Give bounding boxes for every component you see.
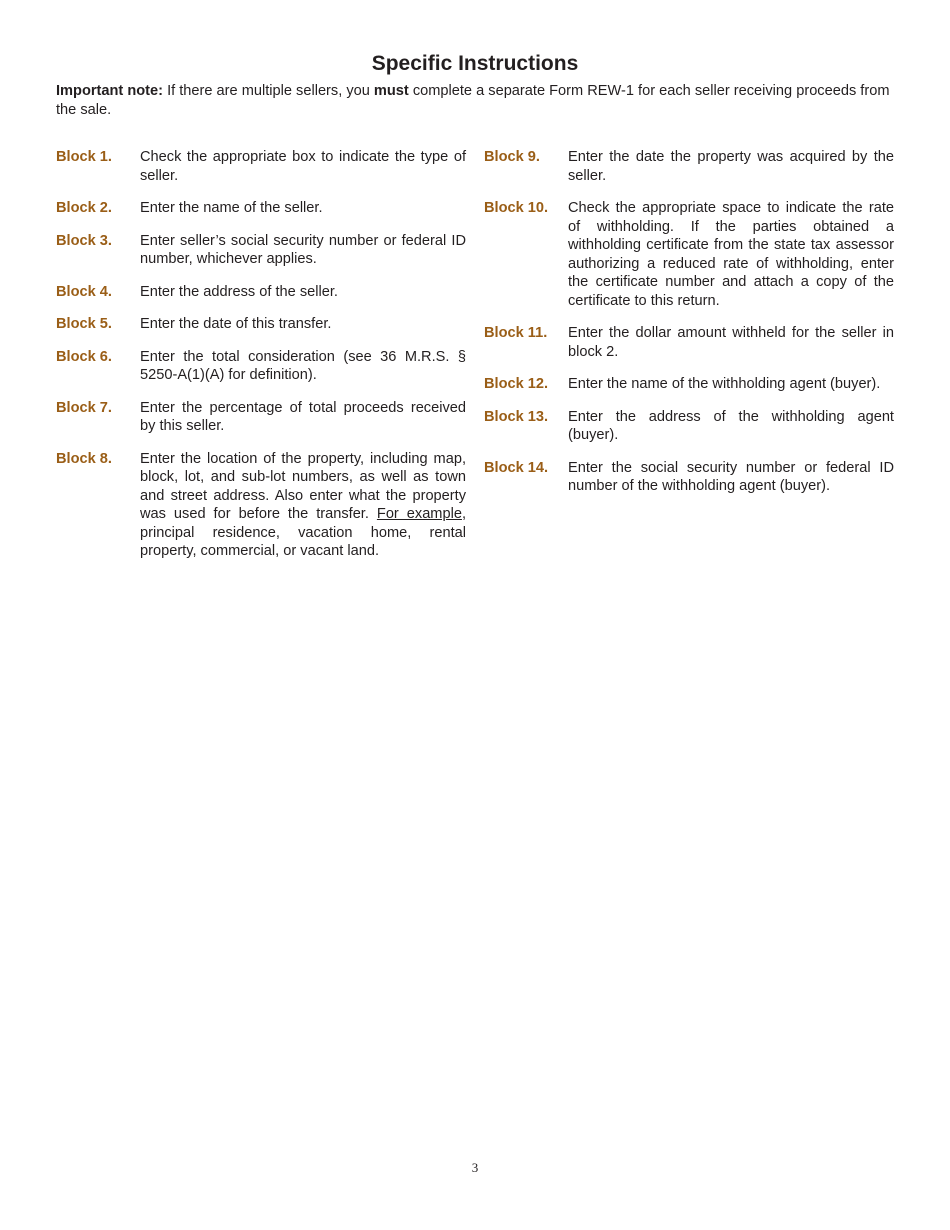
block-6-instruction — [56, 348, 466, 385]
block-text: Enter the date the property was acquired by the seller. — [568, 149, 894, 184]
block-label: Block 5. — [56, 316, 112, 332]
block-10-instruction — [484, 199, 894, 310]
block-text: Enter the percentage of total proceeds received by this seller. — [140, 399, 466, 434]
block-text: Enter the social security number or federal ID number of the withholding agent (buyer). — [568, 459, 894, 494]
block-label: Block 10. — [484, 200, 549, 216]
block-label: Block 7. — [56, 399, 112, 416]
block-12-instruction — [484, 375, 894, 394]
block-8-instruction — [56, 450, 466, 561]
block-label: Block 2. — [56, 200, 112, 216]
block-text: Check the appropriate box to indicate the type of seller. — [140, 149, 466, 184]
block-text: Enter the name of the withholding agent (buyer). — [568, 376, 881, 392]
page-number: 3 — [471, 1160, 479, 1175]
block-11-instruction — [484, 324, 894, 361]
important-note-label: Important note: — [56, 83, 164, 99]
block-7-instruction — [56, 399, 466, 436]
block-label: Block 6. — [56, 348, 112, 365]
block-3-instruction — [56, 232, 466, 269]
block-label: Block 12. — [484, 376, 549, 392]
block-label: Block 4. — [56, 283, 112, 300]
block-text: Enter seller’s social security number or federal ID number, whichever applies. — [140, 232, 466, 267]
block-label: Block 3. — [56, 232, 112, 249]
block-9-instruction — [484, 148, 894, 185]
important-note — [56, 82, 896, 120]
for-example-underlined: For example — [376, 506, 462, 522]
block-label: Block 11. — [484, 325, 548, 341]
block-text: Enter the total consideration (see 36 M.R.S. § 5250-A(1)(A) for definition). — [140, 348, 466, 383]
block-text: Enter the name of the seller. — [140, 200, 323, 216]
block-label: Block 9. — [484, 149, 540, 165]
right-column — [484, 148, 894, 510]
block-label: Block 14. — [484, 459, 549, 476]
block-text: Enter the date of this transfer. — [140, 316, 332, 332]
block-text: Check the appropriate space to indicate the rate of withholding. If the parties obtained a withholding certificate from the state tax assessor authorizing a reduced rate of withholding, enter the certificate number and attach a copy of the certificate to this return. — [568, 200, 894, 309]
block-text: Enter the address of the seller. — [140, 283, 338, 300]
block-label: Block 13. — [484, 408, 549, 425]
page-title: Specific Instructions — [371, 52, 579, 75]
important-note-text-after: complete a separate Form REW-1 for each seller receiving proceeds from the sale. — [56, 83, 890, 118]
important-note-text-before: If there are multiple sellers, you — [163, 83, 374, 99]
block-13-instruction — [484, 408, 894, 445]
left-column — [56, 148, 466, 575]
block-4-instruction — [56, 283, 466, 302]
block-2-instruction — [56, 199, 466, 218]
block-text — [140, 450, 466, 561]
block-text: Enter the dollar amount withheld for the seller in block 2. — [568, 325, 894, 360]
block-8-text-before: Enter the location of the property, including map, block, lot, and sub-lot numbers, as well as town and street address. Also enter what the property was used for before the transfer. — [140, 450, 466, 522]
block-label: Block 1. — [56, 149, 112, 165]
block-text: Enter the address of the withholding agent (buyer). — [568, 408, 894, 443]
block-14-instruction — [484, 459, 894, 496]
block-label: Block 8. — [56, 450, 112, 467]
block-8-text-after: , principal residence, vacation home, rental property, commercial, or vacant land. — [140, 506, 466, 559]
block-1-instruction — [56, 148, 466, 185]
block-5-instruction — [56, 315, 466, 334]
important-note-emphasis: must — [373, 83, 409, 99]
